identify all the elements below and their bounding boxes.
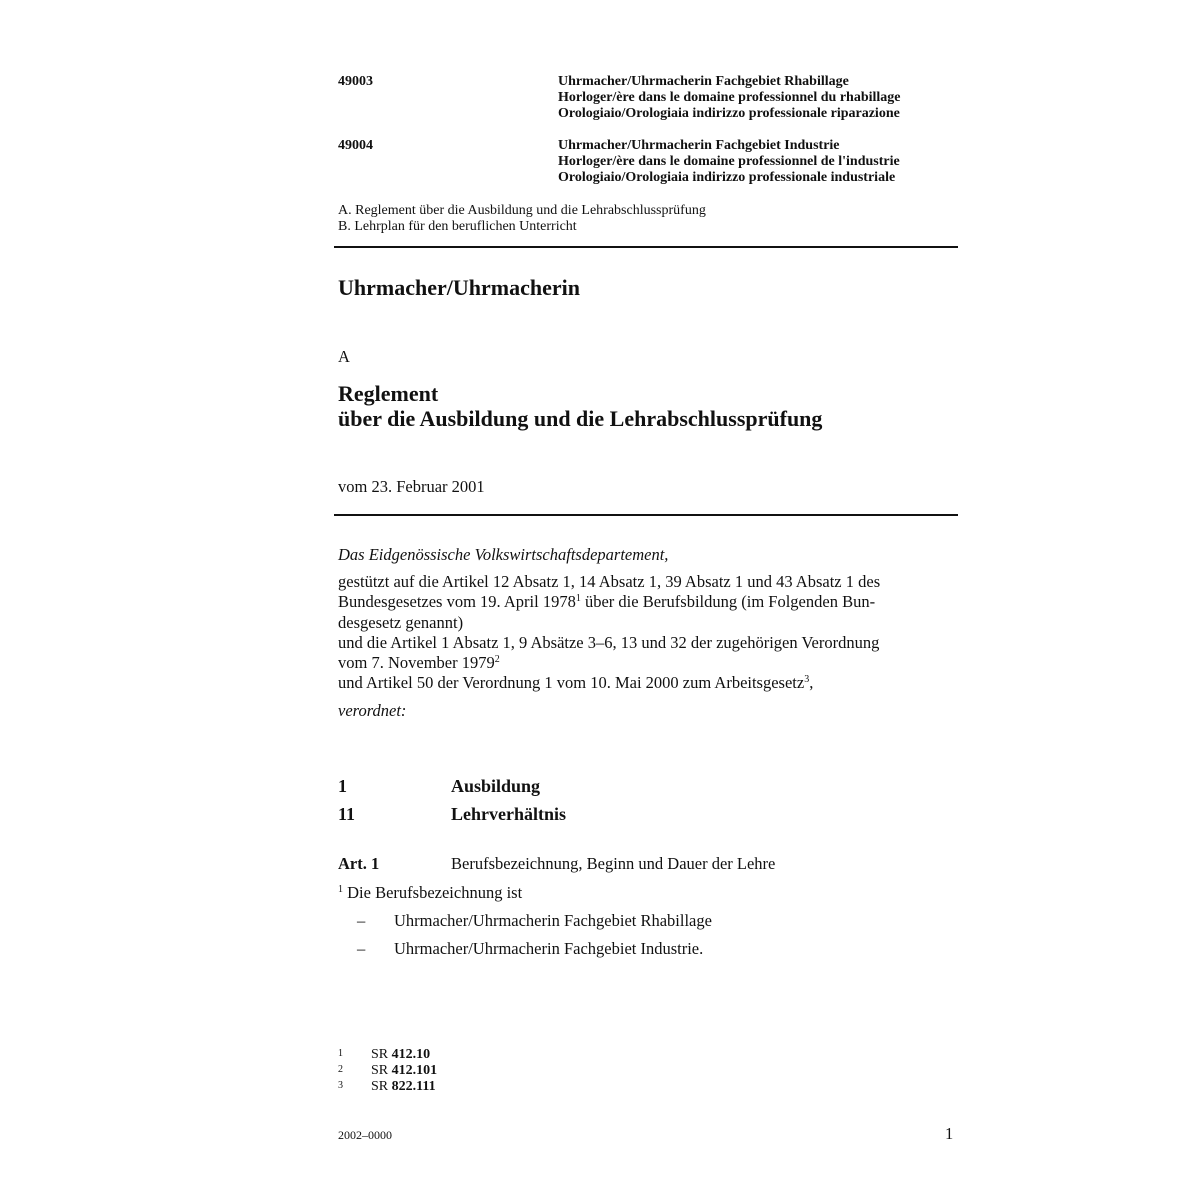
section-title: Ausbildung (451, 776, 541, 796)
code-number: 49003 (338, 74, 373, 89)
code-title-it: Orologiaio/Orologiaia indirizzo professionale riparazione (558, 106, 900, 121)
profession-title: Uhrmacher/Uhrmacherin (338, 275, 580, 300)
list-dash: – (357, 939, 366, 958)
reglement-title (338, 381, 822, 431)
footnote-ref[interactable]: 2 (494, 654, 500, 666)
footnote-number: 1 (338, 1048, 343, 1059)
code-titles (558, 74, 901, 122)
code-title-it: Orologiaio/Orologiaia indirizzo professionale industriale (558, 170, 896, 185)
preamble-line: und Artikel 50 der Verordnung 1 vom 10. Mai 2000 zum Arbeitsgesetz$^3$, (338, 673, 814, 693)
footnote-text: SR 822.111 (371, 1079, 436, 1094)
footnote-text: SR 412.101 (371, 1063, 438, 1078)
footnote-ref[interactable]: 3 (804, 674, 810, 686)
article-title: Berufsbezeichnung, Beginn und Dauer der Lehre (451, 854, 776, 873)
part-item: A. Reglement über die Ausbildung und die Lehrabschlussprüfung (338, 203, 706, 218)
reglement-title-line2: über die Ausbildung und die Lehrabschlussprüfung (338, 406, 823, 431)
preamble-text (338, 572, 958, 694)
code-title-de: Uhrmacher/Uhrmacherin Fachgebiet Industrie (558, 138, 840, 153)
footnotes (0, 1046, 1200, 1106)
article-label: Art. 1 (338, 854, 380, 873)
list-dash: – (357, 911, 366, 930)
code-title-fr: Horloger/ère dans le domaine professionnel du rhabillage (558, 90, 901, 105)
list-item (357, 911, 365, 931)
parts-list (338, 203, 706, 235)
preamble-authority: Das Eidgenössische Volkswirtschaftsdepartement, (338, 545, 669, 564)
code-title-de: Uhrmacher/Uhrmacherin Fachgebiet Rhabillage (558, 74, 849, 89)
footnote-number: 2 (338, 1064, 343, 1075)
code-number: 49004 (338, 138, 373, 153)
list-item (357, 939, 365, 959)
page-number: 1 (945, 1124, 954, 1143)
divider (334, 514, 958, 516)
footnote-number: 3 (338, 1080, 343, 1091)
footnote-text: SR 412.10 (371, 1047, 431, 1062)
divider (334, 246, 958, 248)
preamble-line: Bundesgesetzes vom 19. April 1978$^1$ über die Berufsbildung (im Folgenden Bun- (338, 592, 876, 612)
code-titles (558, 138, 900, 186)
part-letter: A (338, 347, 350, 366)
code-title-fr: Horloger/ère dans le domaine professionnel de l'industrie (558, 154, 900, 169)
preamble-line: und die Artikel 1 Absatz 1, 9 Absätze 3–6, 13 und 32 der zugehörigen Verordnung (338, 632, 880, 652)
preamble-line: vom 7. November 1979$^2$ (338, 653, 500, 673)
date-line: vom 23. Februar 2001 (338, 477, 485, 496)
section-number: 1 (338, 776, 347, 796)
part-item: B. Lehrplan für den beruflichen Unterricht (338, 219, 577, 234)
list-item-text: Uhrmacher/Uhrmacherin Fachgebiet Industrie. (394, 939, 704, 958)
preamble-verb: verordnet: (338, 701, 407, 720)
reglement-title-line1: Reglement (338, 381, 439, 406)
preamble-line: gestützt auf die Artikel 12 Absatz 1, 14 Absatz 1, 39 Absatz 1 und 43 Absatz 1 des (338, 572, 881, 591)
list-item-text: Uhrmacher/Uhrmacherin Fachgebiet Rhabillage (394, 911, 712, 930)
footnote-ref[interactable]: 1 (575, 593, 581, 605)
section-title: Lehrverhältnis (451, 804, 566, 824)
preamble-line: desgesetz genannt) (338, 612, 464, 632)
doc-number: 2002–0000 (338, 1128, 392, 1142)
section-number: 11 (338, 804, 356, 824)
article-paragraph: $^1$ Die Berufsbezeichnung ist (338, 883, 523, 902)
